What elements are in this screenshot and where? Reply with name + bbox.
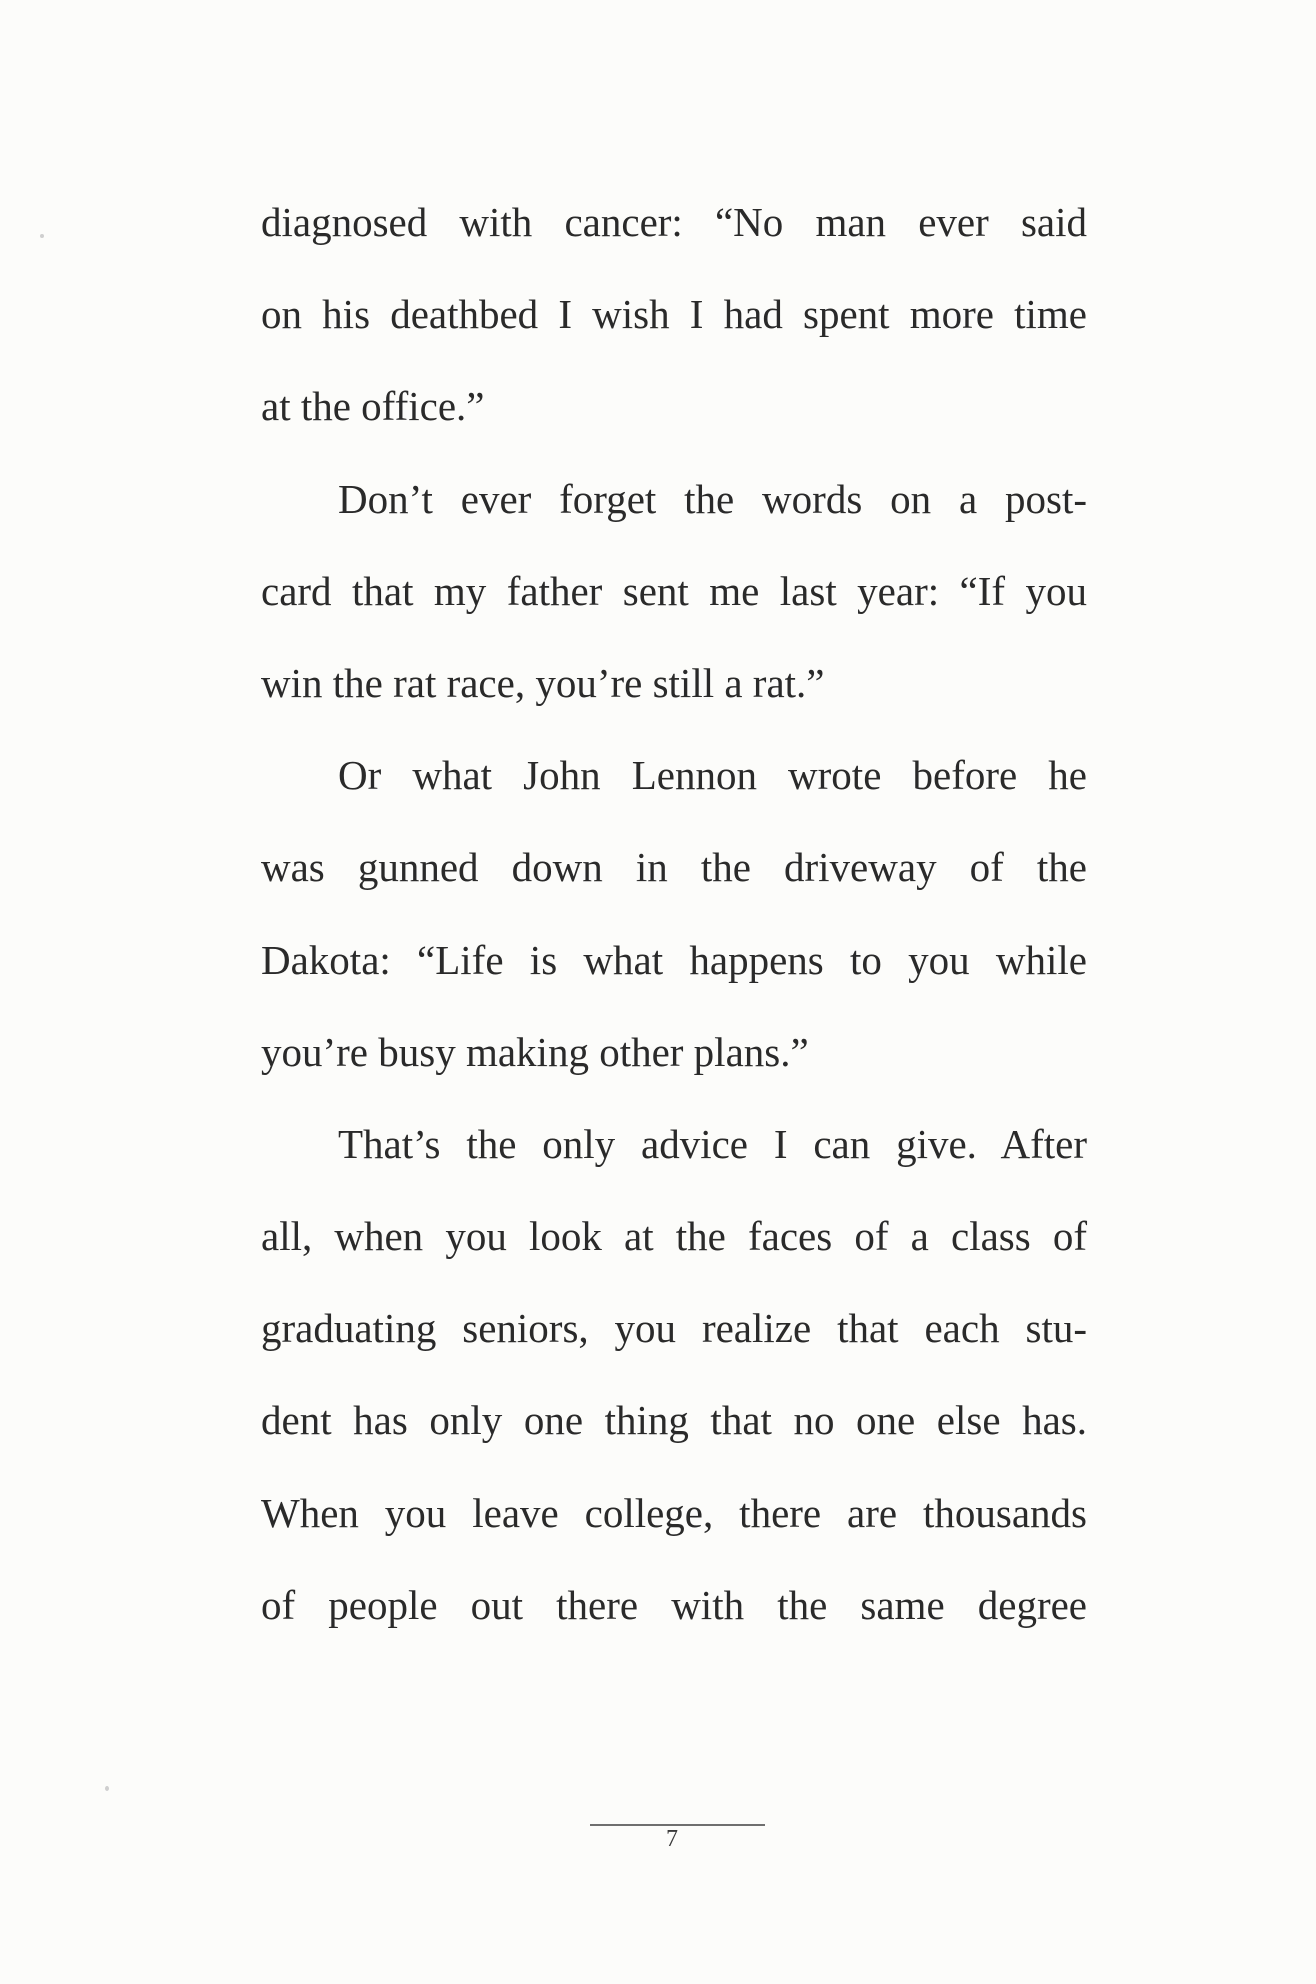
paragraph-first-line: Don’t ever forget the words on a post- bbox=[338, 475, 1087, 522]
text-line: graduating seniors, you realize that each stu- bbox=[261, 1305, 1087, 1352]
paragraph-first-line: Or what John Lennon wrote before he bbox=[338, 752, 1087, 799]
text-line: you’re busy making other plans.” bbox=[261, 1028, 809, 1075]
text-line: of people out there with the same degree bbox=[261, 1581, 1087, 1628]
text-line: dent has only one thing that no one else has. bbox=[261, 1397, 1087, 1444]
text-line: card that my father sent me last year: “If you bbox=[261, 567, 1087, 614]
page-speck bbox=[40, 234, 44, 238]
body-text bbox=[261, 190, 1087, 1665]
text-line: all, when you look at the faces of a class of bbox=[261, 1213, 1087, 1260]
text-line: at the office.” bbox=[261, 383, 485, 430]
text-line: Dakota: “Life is what happens to you while bbox=[261, 936, 1087, 983]
text-line: diagnosed with cancer: “No man ever said bbox=[261, 199, 1087, 245]
text-line: on his deathbed I wish I had spent more time bbox=[261, 291, 1087, 338]
text-line: was gunned down in the driveway of the bbox=[261, 844, 1087, 891]
paragraph-first-line: That’s the only advice I can give. After bbox=[338, 1120, 1087, 1167]
page-number: 7 bbox=[666, 1826, 678, 1852]
page-speck bbox=[105, 1786, 109, 1791]
text-line: win the rat race, you’re still a rat.” bbox=[261, 659, 825, 706]
text-line: When you leave college, there are thousands bbox=[261, 1489, 1087, 1536]
